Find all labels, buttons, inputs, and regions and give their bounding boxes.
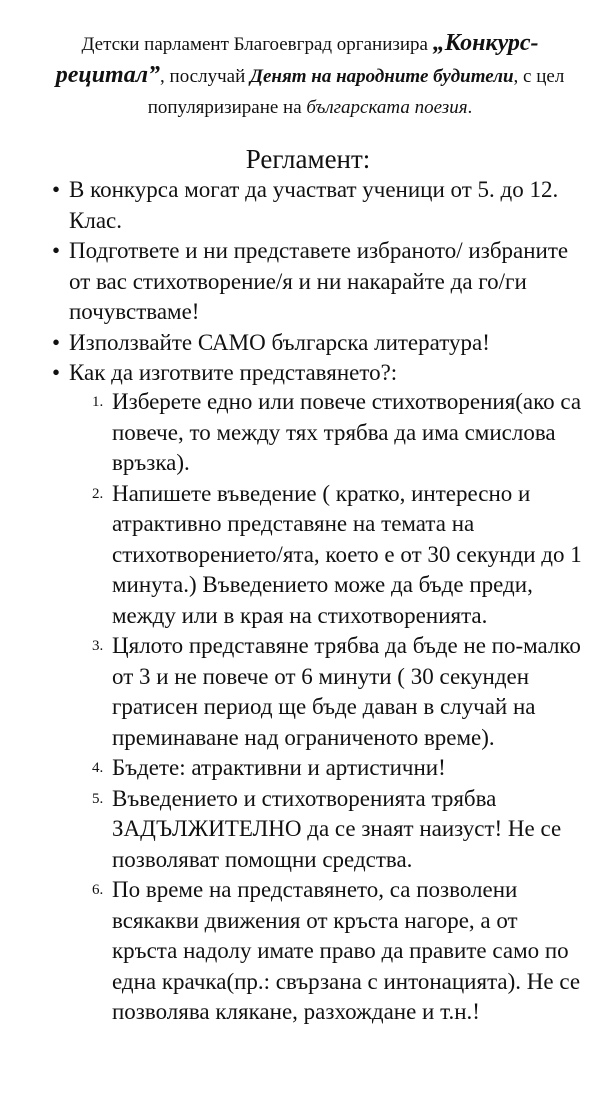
- step-text: Цялото представяне трябва да бъде не по-малко от 3 и не повече от 6 минути ( 30 секунден гратисен период ще бъде даван в случай на преминаване над ограниченото време).: [112, 633, 581, 750]
- step-text: Бъдете: атрактивни и артистични!: [112, 755, 446, 780]
- intro-end: .: [467, 97, 473, 118]
- step-text: Напишете въведение ( кратко, интересно и атрактивно представяне на темата на стихотворението/ята, което е от 30 секунди до 1 минута.) Въведението може да бъде преди, между или в края на стихотворенията.: [112, 480, 582, 628]
- rules-heading: Регламент:: [245, 144, 371, 174]
- rule-text: Подгответе и ни представете избраното/ избраните от вас стихотворение/я и ни накарайте да го/ги почувстваме!: [69, 238, 569, 324]
- rule-text: В конкурса могат да участват ученици от 5. до 12. Клас.: [69, 177, 559, 233]
- step-item: [92, 479, 582, 632]
- steps-list: [92, 387, 582, 1028]
- step-item: [92, 631, 582, 753]
- contest-name: „Конкурс-рецитал”: [55, 30, 539, 88]
- step-item: [92, 875, 582, 1028]
- purpose-text: българската поезия: [306, 97, 468, 118]
- rule-item: [52, 175, 592, 236]
- intro-text-3: , с цел популяризиране на: [147, 66, 565, 118]
- step-text: По време на представянето, са позволени всякакви движения от кръста нагоре, а от кръста надолу имате право да правите само по една крачка(пр.: свързана с интонацията). Не се позволява клякане, разхождане и т.н.!: [112, 877, 581, 1024]
- rule-item: [52, 328, 592, 359]
- step-number: 1.: [92, 394, 104, 410]
- step-number: 3.: [92, 638, 104, 654]
- step-number: 5.: [92, 790, 104, 807]
- step-number: 2.: [92, 485, 104, 502]
- rule-text: Как да изготвите представянето?:: [69, 360, 398, 385]
- step-text: Въведението и стихотворенията трябва ЗАДЪЛЖИТЕЛНО да се знаят наизуст! Не се позволяват помощни средства.: [112, 785, 562, 872]
- intro-text-1: Детски парламент Благоевград организира: [81, 34, 433, 55]
- step-number: 4.: [92, 760, 104, 776]
- rule-text: Използвайте САМО българска литература!: [69, 329, 490, 355]
- rule-item: [52, 236, 592, 328]
- step-number: 6.: [92, 882, 104, 898]
- step-item: [92, 387, 582, 479]
- intro-text-2: , послучай: [160, 66, 250, 87]
- rules-list: [52, 175, 592, 389]
- occasion-name: Денят на народните будители: [250, 66, 514, 87]
- step-item: [92, 753, 582, 784]
- step-item: [92, 784, 582, 876]
- rule-item: [52, 358, 592, 389]
- step-text: Изберете едно или повече стихотворения(ако са повече, то между тях трябва да има смислова връзка).: [112, 389, 582, 475]
- intro-paragraph: [40, 28, 580, 123]
